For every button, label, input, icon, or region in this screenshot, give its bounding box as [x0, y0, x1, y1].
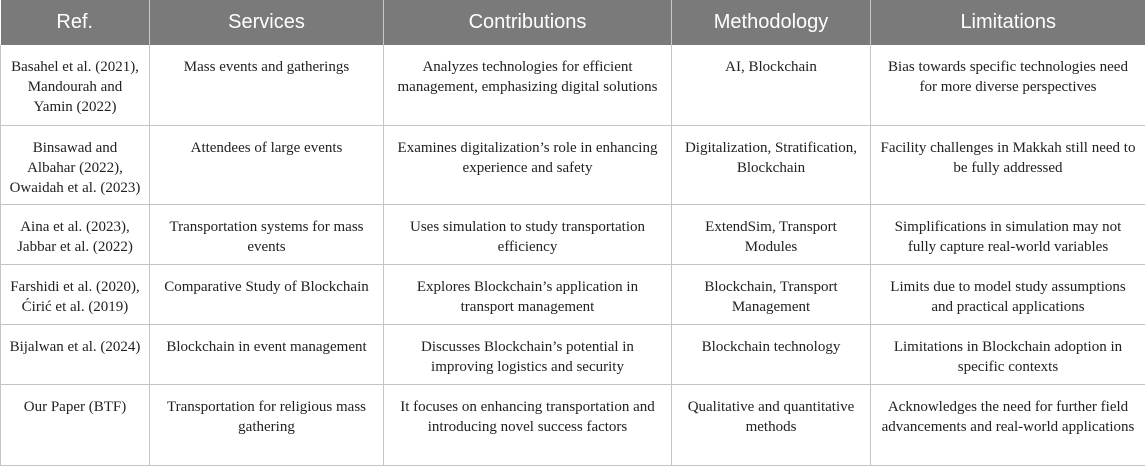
- cell-limitations: Simplifications in simulation may not fully capture real-world variables: [871, 204, 1145, 264]
- table-row: [1, 264, 1145, 324]
- table-row: [1, 384, 1145, 465]
- cell-ref: Aina et al. (2023), Jabbar et al. (2022): [1, 204, 150, 264]
- cell-methodology: ExtendSim, Transport Modules: [672, 204, 871, 264]
- table-body: [1, 45, 1145, 465]
- cell-methodology: Digitalization, Stratification, Blockchain: [672, 125, 871, 204]
- cell-limitations: Facility challenges in Makkah still need to be fully addressed: [871, 125, 1145, 204]
- cell-contributions: Discusses Blockchain’s potential in improving logistics and security: [384, 324, 672, 384]
- cell-ref: Bijalwan et al. (2024): [1, 324, 150, 384]
- cell-limitations: Bias towards specific technologies need for more diverse perspectives: [871, 45, 1145, 125]
- cell-contributions: Examines digitalization’s role in enhancing experience and safety: [384, 125, 672, 204]
- header-methodology: Methodology: [672, 0, 871, 45]
- header-ref: Ref.: [1, 0, 150, 45]
- cell-services: Transportation for religious mass gathering: [150, 384, 384, 465]
- cell-services: Attendees of large events: [150, 125, 384, 204]
- header-services: Services: [150, 0, 384, 45]
- header-contributions: Contributions: [384, 0, 672, 45]
- cell-contributions: It focuses on enhancing transportation and introducing novel success factors: [384, 384, 672, 465]
- table-row: [1, 45, 1145, 125]
- table-row: [1, 204, 1145, 264]
- cell-ref: Farshidi et al. (2020), Ćirić et al. (2019): [1, 264, 150, 324]
- cell-methodology: Blockchain technology: [672, 324, 871, 384]
- cell-limitations: Limits due to model study assumptions and practical applications: [871, 264, 1145, 324]
- cell-contributions: Analyzes technologies for efficient management, emphasizing digital solutions: [384, 45, 672, 125]
- cell-services: Transportation systems for mass events: [150, 204, 384, 264]
- cell-contributions: Explores Blockchain’s application in transport management: [384, 264, 672, 324]
- table-row: [1, 324, 1145, 384]
- cell-limitations: Acknowledges the need for further field advancements and real-world applications: [871, 384, 1145, 465]
- cell-methodology: AI, Blockchain: [672, 45, 871, 125]
- cell-ref: Binsawad and Albahar (2022), Owaidah et al. (2023): [1, 125, 150, 204]
- cell-services: Blockchain in event management: [150, 324, 384, 384]
- cell-services: Mass events and gatherings: [150, 45, 384, 125]
- table-row: [1, 125, 1145, 204]
- header-row: [1, 0, 1145, 45]
- table-header: [1, 0, 1145, 45]
- cell-ref: Our Paper (BTF): [1, 384, 150, 465]
- cell-limitations: Limitations in Blockchain adoption in specific contexts: [871, 324, 1145, 384]
- cell-methodology: Blockchain, Transport Management: [672, 264, 871, 324]
- header-limitations: Limitations: [871, 0, 1145, 45]
- cell-methodology: Qualitative and quantitative methods: [672, 384, 871, 465]
- cell-ref: Basahel et al. (2021), Mandourah and Yamin (2022): [1, 45, 150, 125]
- cell-contributions: Uses simulation to study transportation efficiency: [384, 204, 672, 264]
- cell-services: Comparative Study of Blockchain: [150, 264, 384, 324]
